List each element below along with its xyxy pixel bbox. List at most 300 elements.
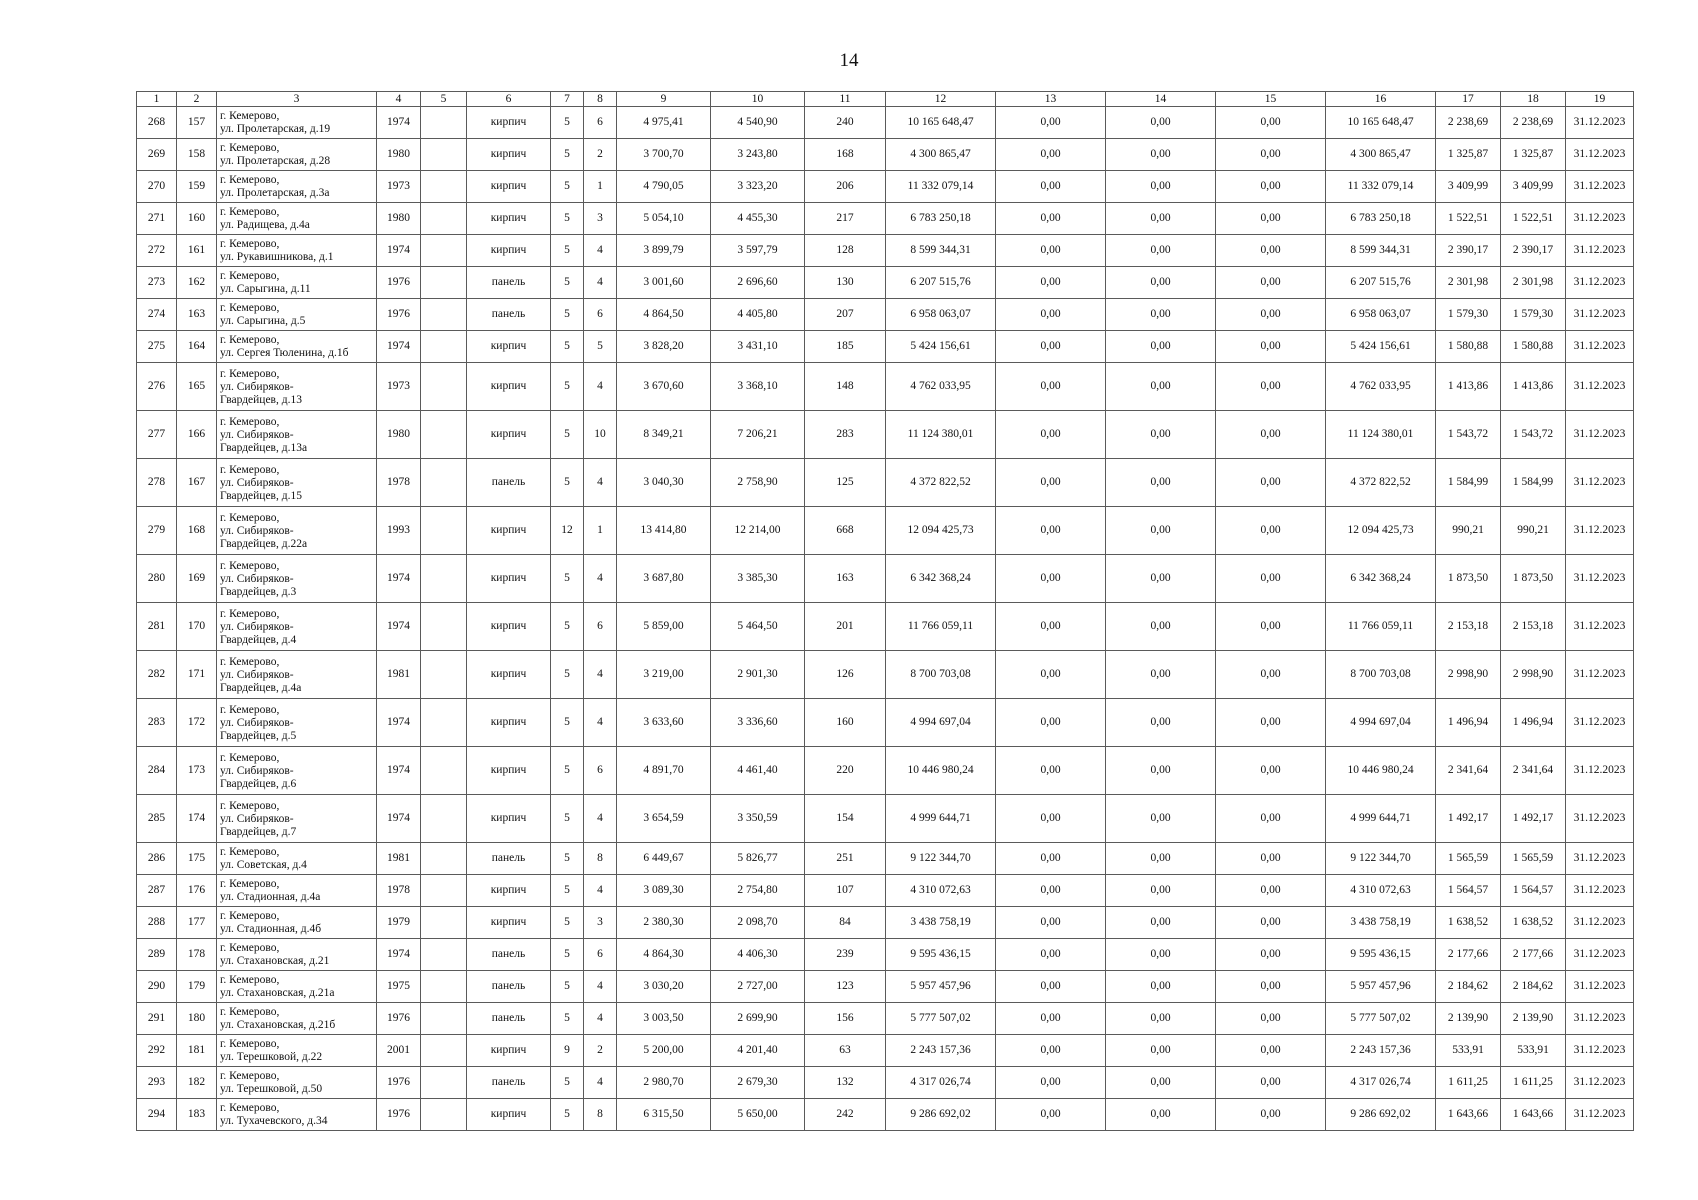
living-area-cell: 3 368,10 <box>711 363 805 411</box>
living-area-cell: 5 650,00 <box>711 1099 805 1131</box>
entrances-cell: 4 <box>584 651 617 699</box>
item-number-cell: 164 <box>177 331 217 363</box>
empty-cell <box>421 107 467 139</box>
address-line: г. Кемерово, <box>220 559 280 572</box>
empty-cell <box>421 411 467 459</box>
address-line: Гвардейцев, д.13а <box>220 441 308 454</box>
address-line: г. Кемерово, <box>220 1038 280 1050</box>
address-cell <box>217 203 377 235</box>
total-area-cell: 3 828,20 <box>617 331 711 363</box>
address-line: г. Кемерово, <box>220 878 280 890</box>
cost-cell-13: 0,00 <box>996 171 1106 203</box>
living-area-cell: 7 206,21 <box>711 411 805 459</box>
living-area-cell: 3 350,59 <box>711 795 805 843</box>
empty-cell <box>421 1003 467 1035</box>
total-area-cell: 4 790,05 <box>617 171 711 203</box>
residents-cell: 217 <box>805 203 886 235</box>
owner-funds-cell: 3 438 758,19 <box>1326 907 1436 939</box>
row-number-cell: 278 <box>137 459 177 507</box>
deadline-cell: 31.12.2023 <box>1566 411 1634 459</box>
total-area-cell: 3 687,80 <box>617 555 711 603</box>
total-cost-cell: 11 124 380,01 <box>886 411 996 459</box>
owner-funds-cell: 6 783 250,18 <box>1326 203 1436 235</box>
deadline-cell: 31.12.2023 <box>1566 603 1634 651</box>
year-cell: 1973 <box>377 171 421 203</box>
living-area-cell: 2 727,00 <box>711 971 805 1003</box>
cost-cell-15: 0,00 <box>1216 267 1326 299</box>
table-row <box>137 651 1634 699</box>
living-area-cell: 2 699,90 <box>711 1003 805 1035</box>
year-cell: 1975 <box>377 971 421 1003</box>
column-number-cell: 8 <box>584 92 617 107</box>
deadline-cell: 31.12.2023 <box>1566 747 1634 795</box>
address-line: Гвардейцев, д.5 <box>220 729 297 742</box>
total-cost-cell: 4 300 865,47 <box>886 139 996 171</box>
cost-cell-13: 0,00 <box>996 331 1106 363</box>
address-cell <box>217 939 377 971</box>
deadline-cell: 31.12.2023 <box>1566 971 1634 1003</box>
item-number-cell: 157 <box>177 107 217 139</box>
table-row <box>137 507 1634 555</box>
item-number-cell: 165 <box>177 363 217 411</box>
table-row <box>137 907 1634 939</box>
table-row <box>137 411 1634 459</box>
column-number-cell: 3 <box>217 92 377 107</box>
owner-funds-cell: 10 446 980,24 <box>1326 747 1436 795</box>
address-cell <box>217 1035 377 1067</box>
address-cell <box>217 1067 377 1099</box>
column-number-cell: 2 <box>177 92 217 107</box>
cost-cell-13: 0,00 <box>996 459 1106 507</box>
address-line: г. Кемерово, <box>220 1102 280 1114</box>
deadline-cell: 31.12.2023 <box>1566 843 1634 875</box>
year-cell: 2001 <box>377 1035 421 1067</box>
entrances-cell: 6 <box>584 747 617 795</box>
deadline-cell: 31.12.2023 <box>1566 331 1634 363</box>
cost-cell-13: 0,00 <box>996 939 1106 971</box>
total-area-cell: 4 975,41 <box>617 107 711 139</box>
residents-cell: 84 <box>805 907 886 939</box>
address-line: г. Кемерово, <box>220 1006 280 1018</box>
address-line: ул. Сибиряков- <box>220 572 294 585</box>
cost-cell-14: 0,00 <box>1106 875 1216 907</box>
item-number-cell: 178 <box>177 939 217 971</box>
column-number-cell: 9 <box>617 92 711 107</box>
cost-cell-15: 0,00 <box>1216 411 1326 459</box>
row-number-cell: 283 <box>137 699 177 747</box>
max-unit-cost-cell: 1 496,94 <box>1501 699 1566 747</box>
wall-material-cell: панель <box>467 939 551 971</box>
cost-cell-15: 0,00 <box>1216 1003 1326 1035</box>
entrances-cell: 2 <box>584 139 617 171</box>
empty-cell <box>421 875 467 907</box>
unit-cost-cell: 1 492,17 <box>1436 795 1501 843</box>
column-number-cell: 6 <box>467 92 551 107</box>
unit-cost-cell: 1 543,72 <box>1436 411 1501 459</box>
row-number-cell: 275 <box>137 331 177 363</box>
max-unit-cost-cell: 2 390,17 <box>1501 235 1566 267</box>
year-cell: 1976 <box>377 1099 421 1131</box>
table-row <box>137 1099 1634 1131</box>
owner-funds-cell: 11 766 059,11 <box>1326 603 1436 651</box>
max-unit-cost-cell: 2 153,18 <box>1501 603 1566 651</box>
wall-material-cell: кирпич <box>467 1099 551 1131</box>
cost-cell-15: 0,00 <box>1216 299 1326 331</box>
cost-cell-14: 0,00 <box>1106 507 1216 555</box>
address-line: ул. Сибиряков- <box>220 764 294 777</box>
unit-cost-cell: 2 390,17 <box>1436 235 1501 267</box>
table-row <box>137 139 1634 171</box>
address-line: ул. Сарыгина, д.5 <box>220 315 306 327</box>
owner-funds-cell: 10 165 648,47 <box>1326 107 1436 139</box>
wall-material-cell: панель <box>467 299 551 331</box>
item-number-cell: 182 <box>177 1067 217 1099</box>
deadline-cell: 31.12.2023 <box>1566 507 1634 555</box>
floors-cell: 5 <box>551 747 584 795</box>
total-area-cell: 3 633,60 <box>617 699 711 747</box>
wall-material-cell: кирпич <box>467 171 551 203</box>
year-cell: 1974 <box>377 795 421 843</box>
address-line: ул. Сибиряков- <box>220 428 294 441</box>
total-area-cell: 5 054,10 <box>617 203 711 235</box>
address-line: ул. Советская, д.4 <box>220 859 307 871</box>
floors-cell: 5 <box>551 171 584 203</box>
item-number-cell: 172 <box>177 699 217 747</box>
cost-cell-14: 0,00 <box>1106 331 1216 363</box>
item-number-cell: 183 <box>177 1099 217 1131</box>
total-cost-cell: 6 958 063,07 <box>886 299 996 331</box>
year-cell: 1980 <box>377 139 421 171</box>
owner-funds-cell: 8 599 344,31 <box>1326 235 1436 267</box>
address-line: г. Кемерово, <box>220 751 280 764</box>
total-area-cell: 5 200,00 <box>617 1035 711 1067</box>
deadline-cell: 31.12.2023 <box>1566 1067 1634 1099</box>
cost-cell-13: 0,00 <box>996 235 1106 267</box>
max-unit-cost-cell: 2 238,69 <box>1501 107 1566 139</box>
address-line: ул. Сибиряков- <box>220 812 294 825</box>
address-line: ул. Пролетарская, д.3а <box>220 187 330 199</box>
empty-cell <box>421 1099 467 1131</box>
cost-cell-13: 0,00 <box>996 1099 1106 1131</box>
deadline-cell: 31.12.2023 <box>1566 107 1634 139</box>
max-unit-cost-cell: 2 184,62 <box>1501 971 1566 1003</box>
cost-cell-14: 0,00 <box>1106 235 1216 267</box>
wall-material-cell: кирпич <box>467 1035 551 1067</box>
residents-cell: 668 <box>805 507 886 555</box>
floors-cell: 5 <box>551 971 584 1003</box>
table-row <box>137 1067 1634 1099</box>
floors-cell: 5 <box>551 139 584 171</box>
owner-funds-cell: 6 958 063,07 <box>1326 299 1436 331</box>
row-number-cell: 285 <box>137 795 177 843</box>
item-number-cell: 181 <box>177 1035 217 1067</box>
residents-cell: 148 <box>805 363 886 411</box>
residents-cell: 160 <box>805 699 886 747</box>
cost-cell-13: 0,00 <box>996 843 1106 875</box>
residents-cell: 156 <box>805 1003 886 1035</box>
item-number-cell: 179 <box>177 971 217 1003</box>
max-unit-cost-cell: 1 565,59 <box>1501 843 1566 875</box>
total-area-cell: 3 030,20 <box>617 971 711 1003</box>
entrances-cell: 4 <box>584 459 617 507</box>
address-line: г. Кемерово, <box>220 463 280 476</box>
owner-funds-cell: 5 957 457,96 <box>1326 971 1436 1003</box>
unit-cost-cell: 1 325,87 <box>1436 139 1501 171</box>
address-cell <box>217 971 377 1003</box>
column-number-cell: 5 <box>421 92 467 107</box>
empty-cell <box>421 843 467 875</box>
wall-material-cell: кирпич <box>467 907 551 939</box>
cost-cell-14: 0,00 <box>1106 459 1216 507</box>
deadline-cell: 31.12.2023 <box>1566 1035 1634 1067</box>
wall-material-cell: кирпич <box>467 747 551 795</box>
address-line: г. Кемерово, <box>220 415 280 428</box>
year-cell: 1976 <box>377 1003 421 1035</box>
residents-cell: 185 <box>805 331 886 363</box>
residents-cell: 132 <box>805 1067 886 1099</box>
total-cost-cell: 6 342 368,24 <box>886 555 996 603</box>
living-area-cell: 4 201,40 <box>711 1035 805 1067</box>
max-unit-cost-cell: 533,91 <box>1501 1035 1566 1067</box>
row-number-cell: 271 <box>137 203 177 235</box>
empty-cell <box>421 907 467 939</box>
max-unit-cost-cell: 1 643,66 <box>1501 1099 1566 1131</box>
cost-cell-14: 0,00 <box>1106 843 1216 875</box>
max-unit-cost-cell: 1 325,87 <box>1501 139 1566 171</box>
living-area-cell: 3 431,10 <box>711 331 805 363</box>
table-row <box>137 267 1634 299</box>
unit-cost-cell: 1 643,66 <box>1436 1099 1501 1131</box>
owner-funds-cell: 6 207 515,76 <box>1326 267 1436 299</box>
floors-cell: 5 <box>551 363 584 411</box>
year-cell: 1978 <box>377 459 421 507</box>
address-line: ул. Сибиряков- <box>220 668 294 681</box>
cost-cell-15: 0,00 <box>1216 363 1326 411</box>
cost-cell-13: 0,00 <box>996 363 1106 411</box>
total-area-cell: 3 001,60 <box>617 267 711 299</box>
total-area-cell: 4 891,70 <box>617 747 711 795</box>
owner-funds-cell: 8 700 703,08 <box>1326 651 1436 699</box>
empty-cell <box>421 363 467 411</box>
entrances-cell: 4 <box>584 235 617 267</box>
year-cell: 1980 <box>377 203 421 235</box>
table-row <box>137 331 1634 363</box>
address-line: г. Кемерово, <box>220 910 280 922</box>
address-line: г. Кемерово, <box>220 367 280 380</box>
living-area-cell: 4 405,80 <box>711 299 805 331</box>
address-line: ул. Терешковой, д.50 <box>220 1083 323 1095</box>
table-row <box>137 795 1634 843</box>
table-row <box>137 971 1634 1003</box>
item-number-cell: 170 <box>177 603 217 651</box>
living-area-cell: 2 754,80 <box>711 875 805 907</box>
year-cell: 1974 <box>377 331 421 363</box>
cost-cell-14: 0,00 <box>1106 907 1216 939</box>
deadline-cell: 31.12.2023 <box>1566 699 1634 747</box>
cost-cell-13: 0,00 <box>996 411 1106 459</box>
cost-cell-13: 0,00 <box>996 1003 1106 1035</box>
total-cost-cell: 2 243 157,36 <box>886 1035 996 1067</box>
unit-cost-cell: 1 496,94 <box>1436 699 1501 747</box>
cost-cell-15: 0,00 <box>1216 843 1326 875</box>
table-row <box>137 603 1634 651</box>
max-unit-cost-cell: 1 580,88 <box>1501 331 1566 363</box>
column-number-cell: 1 <box>137 92 177 107</box>
total-cost-cell: 6 783 250,18 <box>886 203 996 235</box>
living-area-cell: 3 336,60 <box>711 699 805 747</box>
cost-cell-15: 0,00 <box>1216 459 1326 507</box>
wall-material-cell: кирпич <box>467 603 551 651</box>
address-cell <box>217 267 377 299</box>
total-cost-cell: 4 372 822,52 <box>886 459 996 507</box>
floors-cell: 5 <box>551 203 584 235</box>
entrances-cell: 4 <box>584 555 617 603</box>
deadline-cell: 31.12.2023 <box>1566 1003 1634 1035</box>
max-unit-cost-cell: 1 492,17 <box>1501 795 1566 843</box>
address-cell <box>217 699 377 747</box>
cost-cell-14: 0,00 <box>1106 363 1216 411</box>
empty-cell <box>421 971 467 1003</box>
cost-cell-14: 0,00 <box>1106 203 1216 235</box>
unit-cost-cell: 2 184,62 <box>1436 971 1501 1003</box>
total-cost-cell: 9 595 436,15 <box>886 939 996 971</box>
living-area-cell: 12 214,00 <box>711 507 805 555</box>
cost-cell-15: 0,00 <box>1216 939 1326 971</box>
table-body <box>137 107 1634 1131</box>
unit-cost-cell: 533,91 <box>1436 1035 1501 1067</box>
address-line: ул. Пролетарская, д.19 <box>220 123 331 135</box>
empty-cell <box>421 235 467 267</box>
unit-cost-cell: 2 153,18 <box>1436 603 1501 651</box>
entrances-cell: 4 <box>584 971 617 1003</box>
address-line: ул. Сибиряков- <box>220 620 294 633</box>
wall-material-cell: кирпич <box>467 139 551 171</box>
address-cell <box>217 139 377 171</box>
cost-cell-14: 0,00 <box>1106 107 1216 139</box>
residents-cell: 206 <box>805 171 886 203</box>
total-cost-cell: 4 999 644,71 <box>886 795 996 843</box>
residents-cell: 63 <box>805 1035 886 1067</box>
item-number-cell: 163 <box>177 299 217 331</box>
owner-funds-cell: 9 286 692,02 <box>1326 1099 1436 1131</box>
wall-material-cell: кирпич <box>467 651 551 699</box>
residents-cell: 128 <box>805 235 886 267</box>
address-line: ул. Тухачевского, д.34 <box>220 1115 328 1127</box>
address-line: г. Кемерово, <box>220 334 280 346</box>
address-line: Гвардейцев, д.22а <box>220 537 308 550</box>
address-cell <box>217 107 377 139</box>
total-area-cell: 3 654,59 <box>617 795 711 843</box>
cost-cell-14: 0,00 <box>1106 299 1216 331</box>
total-cost-cell: 11 766 059,11 <box>886 603 996 651</box>
living-area-cell: 2 696,60 <box>711 267 805 299</box>
row-number-cell: 277 <box>137 411 177 459</box>
residents-cell: 220 <box>805 747 886 795</box>
item-number-cell: 166 <box>177 411 217 459</box>
address-line: ул. Стахановская, д.21б <box>220 1019 336 1031</box>
address-cell <box>217 411 377 459</box>
residents-cell: 130 <box>805 267 886 299</box>
address-line: г. Кемерово, <box>220 174 280 186</box>
entrances-cell: 4 <box>584 363 617 411</box>
cost-cell-13: 0,00 <box>996 139 1106 171</box>
floors-cell: 5 <box>551 907 584 939</box>
living-area-cell: 5 826,77 <box>711 843 805 875</box>
entrances-cell: 4 <box>584 1003 617 1035</box>
owner-funds-cell: 5 424 156,61 <box>1326 331 1436 363</box>
row-number-cell: 276 <box>137 363 177 411</box>
cost-cell-14: 0,00 <box>1106 651 1216 699</box>
unit-cost-cell: 1 522,51 <box>1436 203 1501 235</box>
entrances-cell: 1 <box>584 171 617 203</box>
owner-funds-cell: 11 332 079,14 <box>1326 171 1436 203</box>
address-line: г. Кемерово, <box>220 799 280 812</box>
year-cell: 1978 <box>377 875 421 907</box>
cost-cell-15: 0,00 <box>1216 1035 1326 1067</box>
address-line: ул. Стадионная, д.4б <box>220 923 322 935</box>
residents-cell: 239 <box>805 939 886 971</box>
total-area-cell: 4 864,30 <box>617 939 711 971</box>
floors-cell: 5 <box>551 1003 584 1035</box>
empty-cell <box>421 699 467 747</box>
table-row <box>137 203 1634 235</box>
column-number-row <box>137 92 1634 107</box>
address-line: ул. Сибиряков- <box>220 476 294 489</box>
wall-material-cell: панель <box>467 459 551 507</box>
year-cell: 1973 <box>377 363 421 411</box>
max-unit-cost-cell: 1 543,72 <box>1501 411 1566 459</box>
address-line: г. Кемерово, <box>220 655 280 668</box>
year-cell: 1981 <box>377 651 421 699</box>
address-line: Гвардейцев, д.15 <box>220 489 302 502</box>
column-number-cell: 16 <box>1326 92 1436 107</box>
total-area-cell: 5 859,00 <box>617 603 711 651</box>
owner-funds-cell: 9 595 436,15 <box>1326 939 1436 971</box>
deadline-cell: 31.12.2023 <box>1566 907 1634 939</box>
column-number-cell: 4 <box>377 92 421 107</box>
wall-material-cell: кирпич <box>467 235 551 267</box>
living-area-cell: 4 406,30 <box>711 939 805 971</box>
floors-cell: 5 <box>551 299 584 331</box>
address-line: Гвардейцев, д.7 <box>220 825 297 838</box>
deadline-cell: 31.12.2023 <box>1566 651 1634 699</box>
cost-cell-14: 0,00 <box>1106 699 1216 747</box>
row-number-cell: 274 <box>137 299 177 331</box>
year-cell: 1976 <box>377 299 421 331</box>
year-cell: 1974 <box>377 939 421 971</box>
item-number-cell: 173 <box>177 747 217 795</box>
table-row <box>137 235 1634 267</box>
floors-cell: 5 <box>551 107 584 139</box>
entrances-cell: 5 <box>584 331 617 363</box>
cost-cell-14: 0,00 <box>1106 267 1216 299</box>
cost-cell-14: 0,00 <box>1106 747 1216 795</box>
owner-funds-cell: 12 094 425,73 <box>1326 507 1436 555</box>
entrances-cell: 6 <box>584 939 617 971</box>
cost-cell-13: 0,00 <box>996 555 1106 603</box>
cost-cell-13: 0,00 <box>996 267 1106 299</box>
residents-cell: 201 <box>805 603 886 651</box>
cost-cell-14: 0,00 <box>1106 971 1216 1003</box>
total-area-cell: 3 219,00 <box>617 651 711 699</box>
residents-cell: 242 <box>805 1099 886 1131</box>
address-cell <box>217 1099 377 1131</box>
address-line: ул. Сибиряков- <box>220 716 294 729</box>
item-number-cell: 171 <box>177 651 217 699</box>
residents-cell: 251 <box>805 843 886 875</box>
wall-material-cell: кирпич <box>467 875 551 907</box>
address-line: Гвардейцев, д.4 <box>220 633 297 646</box>
